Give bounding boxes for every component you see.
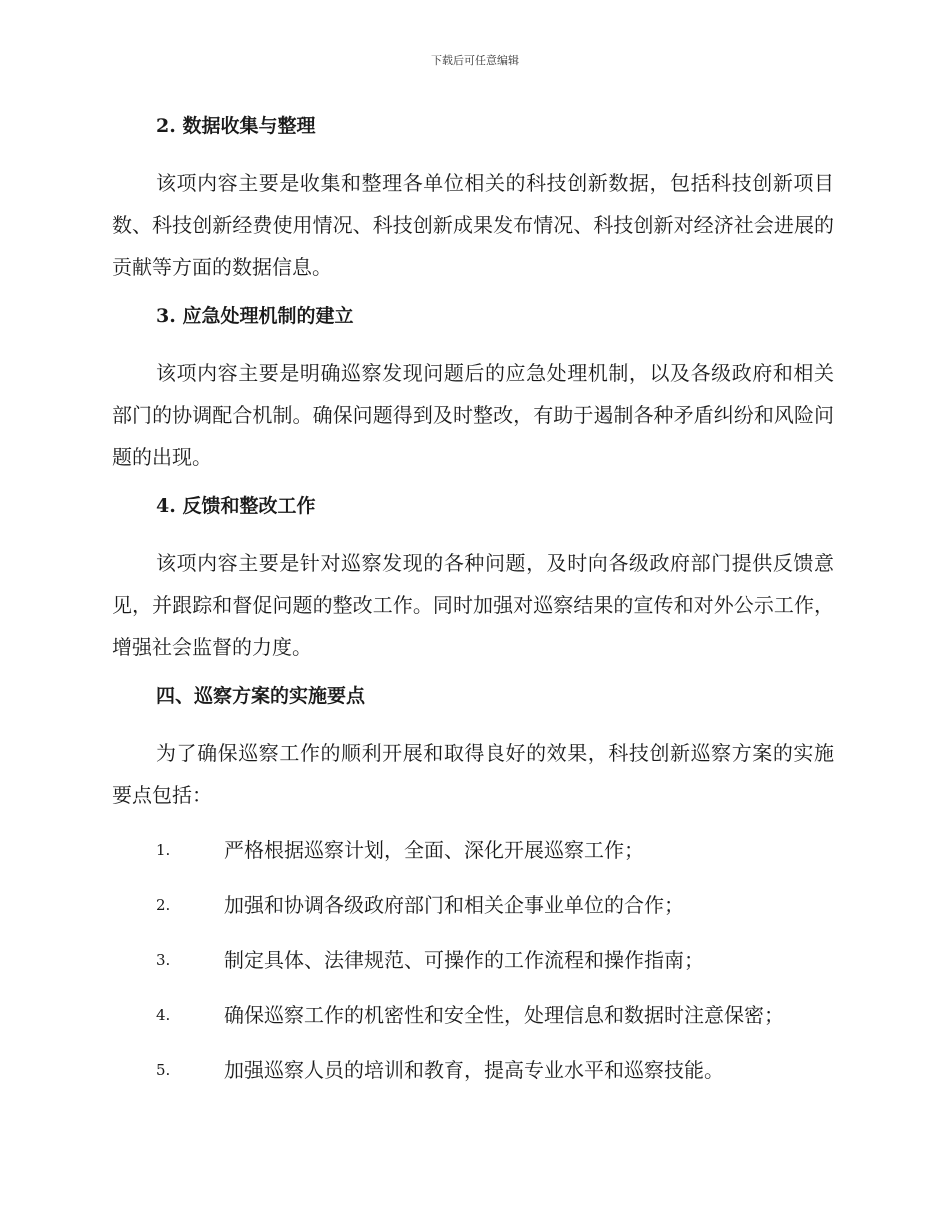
list-item-number: 2. (156, 896, 171, 914)
list-item (112, 944, 834, 999)
section-heading: 2. 数据收集与整理 (156, 115, 316, 137)
list-item-text: 加强巡察人员的培训和教育，提高专业水平和巡察技能。 (224, 1058, 724, 1082)
list-item (112, 1054, 834, 1109)
implementation-list (112, 834, 834, 1109)
list-item-text: 制定具体、法律规范、可操作的工作流程和操作指南； (224, 948, 704, 972)
page-header: 下载后可任意编辑 (431, 54, 519, 67)
list-item (112, 834, 834, 889)
section-paragraph: 为了确保巡察工作的顺利开展和取得良好的效果，科技创新巡察方案的实施要点包括： (112, 741, 834, 807)
list-item-number: 5. (156, 1061, 171, 1079)
list-item-number: 1. (156, 841, 171, 859)
section-heading: 四、巡察方案的实施要点 (156, 685, 366, 707)
list-item-text: 严格根据巡察计划，全面、深化开展巡察工作； (224, 838, 644, 862)
list-item-number: 3. (156, 951, 171, 969)
list-item (112, 999, 834, 1054)
section-paragraph: 该项内容主要是明确巡察发现问题后的应急处理机制，以及各级政府和相关部门的协调配合机制。确保问题得到及时整改，有助于遏制各种矛盾纠纷和风险问题的出现。 (112, 361, 834, 469)
list-item-text: 确保巡察工作的机密性和安全性，处理信息和数据时注意保密； (224, 1003, 784, 1027)
section-heading: 4. 反馈和整改工作 (156, 495, 316, 517)
section-paragraph: 该项内容主要是针对巡察发现的各种问题，及时向各级政府部门提供反馈意见，并跟踪和督促问题的整改工作。同时加强对巡察结果的宣传和对外公示工作，增强社会监督的力度。 (112, 551, 834, 659)
document-body (112, 108, 834, 1109)
section-paragraph: 该项内容主要是收集和整理各单位相关的科技创新数据，包括科技创新项目数、科技创新经费使用情况、科技创新成果发布情况、科技创新对经济社会进展的贡献等方面的数据信息。 (112, 171, 834, 279)
section-heading: 3. 应急处理机制的建立 (156, 305, 354, 327)
list-item-number: 4. (156, 1006, 171, 1024)
list-item-text: 加强和协调各级政府部门和相关企事业单位的合作； (224, 893, 684, 917)
list-item (112, 889, 834, 944)
